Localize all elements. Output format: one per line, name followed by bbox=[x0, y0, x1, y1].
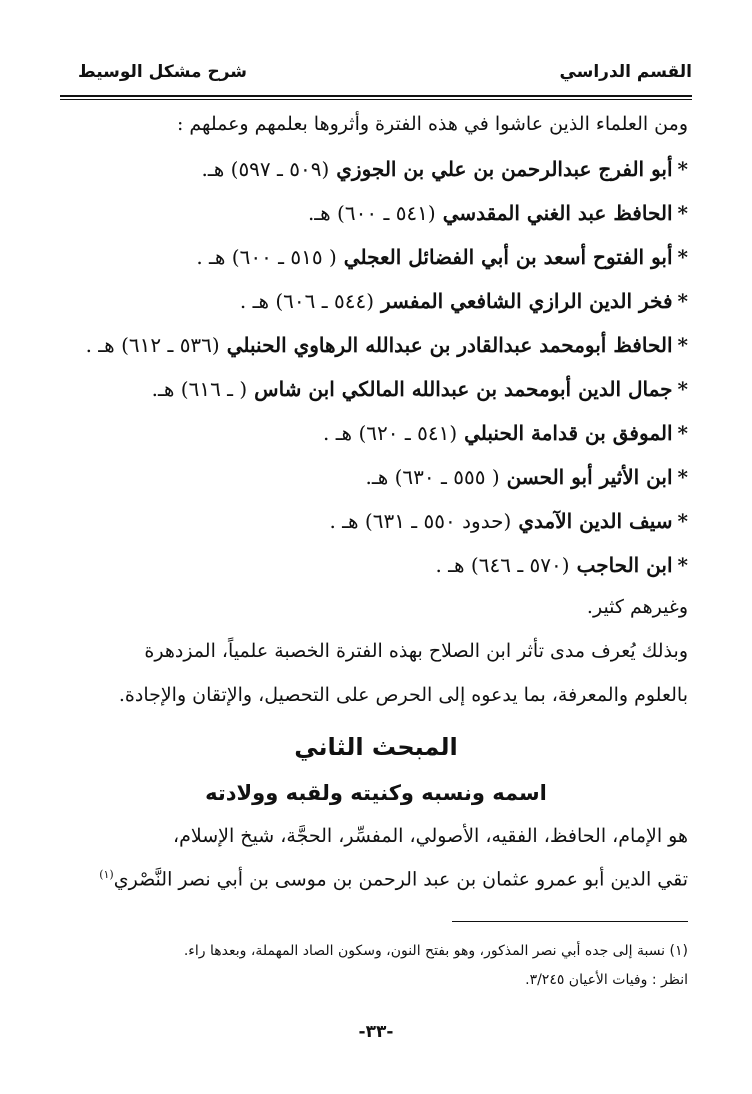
scholar-name: الموفق بن قدامة الحنبلي bbox=[464, 421, 673, 445]
footnote-reference: (١) bbox=[99, 868, 114, 881]
scholar-years: (٥٤١ ـ ٦٢٠) هـ . bbox=[322, 421, 458, 445]
scholar-item bbox=[60, 377, 688, 401]
scholar-years: (حدود ٥٥٠ ـ ٦٣١) هـ . bbox=[329, 509, 512, 533]
bullet-star: * bbox=[677, 333, 688, 357]
bullet-star: * bbox=[677, 421, 688, 445]
paragraph-2-line-1: هو الإمام، الحافظ، الفقيه، الأصولي، المفسِّر، الحجَّة، شيخ الإسلام، bbox=[173, 825, 688, 847]
scholar-years: (٥٤٤ ـ ٦٠٦) هـ . bbox=[239, 289, 375, 313]
bullet-star: * bbox=[677, 157, 688, 181]
page-number: -٣٣- bbox=[358, 1022, 394, 1042]
scholar-name: الحافظ عبد الغني المقدسي bbox=[442, 201, 673, 225]
scholar-name: سيف الدين الآمدي bbox=[518, 509, 673, 533]
scholar-item bbox=[60, 421, 688, 445]
scholar-item bbox=[60, 509, 688, 533]
others-text: وغيرهم كثير. bbox=[586, 596, 688, 618]
intro-text: ومن العلماء الذين عاشوا في هذه الفترة وأثروها بعلمهم وعملهم : bbox=[176, 113, 688, 135]
bullet-star: * bbox=[677, 553, 688, 577]
paragraph-2-line-2 bbox=[60, 868, 688, 890]
section-subtitle: اسمه ونسبه وكنيته ولقبه وولادته bbox=[205, 781, 547, 805]
header-book-title: شرح مشكل الوسيط bbox=[78, 62, 247, 82]
scholar-years: (٥٤١ ـ ٦٠٠) هـ. bbox=[307, 201, 436, 225]
paragraph-1-line-2: بالعلوم والمعرفة، بما يدعوه إلى الحرص على التحصيل، والإتقان والإجادة. bbox=[118, 684, 688, 706]
scholar-name: جمال الدين أبومحمد بن عبدالله المالكي ابن شاس bbox=[254, 377, 673, 401]
scholar-name: ابن الحاجب bbox=[576, 553, 673, 577]
scholar-name: أبو الفتوح أسعد بن أبي الفضائل العجلي bbox=[343, 245, 673, 269]
bullet-star: * bbox=[677, 245, 688, 269]
scholar-name: ابن الأثير أبو الحسن bbox=[506, 465, 673, 489]
header-rule-thin bbox=[60, 99, 692, 100]
scholar-item bbox=[60, 157, 688, 181]
scholar-item bbox=[60, 245, 688, 269]
scholar-years: (٥٧٠ ـ ٦٤٦) هـ . bbox=[435, 553, 570, 577]
scholar-years: ( ٥٥٥ ـ ٦٣٠) هـ. bbox=[365, 465, 500, 489]
footnote-line-2: انظر : وفيات الأعيان ٣/٢٤٥. bbox=[525, 972, 688, 988]
scholar-years: ( ٥١٥ ـ ٦٠٠) هـ . bbox=[196, 245, 337, 269]
header-rule bbox=[60, 95, 692, 97]
bullet-star: * bbox=[677, 201, 688, 225]
paragraph-2-line-2-text: تقي الدين أبو عمرو عثمان بن عبد الرحمن بن موسى بن أبي نصر النَّصْري bbox=[113, 868, 688, 891]
bullet-star: * bbox=[677, 377, 688, 401]
scholar-item bbox=[60, 465, 688, 489]
bullet-star: * bbox=[677, 465, 688, 489]
section-title: المبحث الثاني bbox=[294, 733, 458, 761]
scholar-item bbox=[60, 201, 688, 225]
bullet-star: * bbox=[677, 289, 688, 313]
scholar-item bbox=[60, 333, 688, 357]
scholar-item bbox=[60, 289, 688, 313]
footnote-line-1: (١) نسبة إلى جده أبي نصر المذكور، وهو بفتح النون، وسكون الصاد المهملة، وبعدها راء. bbox=[183, 943, 688, 959]
scholar-name: فخر الدين الرازي الشافعي المفسر bbox=[381, 289, 673, 313]
bullet-star: * bbox=[677, 509, 688, 533]
scholar-name: الحافظ أبومحمد عبدالقادر بن عبدالله الرهاوي الحنبلي bbox=[226, 333, 673, 357]
header-section-title: القسم الدراسي bbox=[559, 62, 692, 82]
scholar-years: ( ـ ٦١٦) هـ. bbox=[151, 377, 248, 401]
paragraph-1-line-1: وبذلك يُعرف مدى تأثر ابن الصلاح بهذه الفترة الخصبة علمياً، المزدهرة bbox=[144, 640, 688, 662]
scholar-item bbox=[60, 553, 688, 577]
scholar-years: (٥٠٩ ـ ٥٩٧) هـ. bbox=[201, 157, 330, 181]
scholar-name: أبو الفرج عبدالرحمن بن علي بن الجوزي bbox=[336, 157, 673, 181]
scholar-years: (٥٣٦ ـ ٦١٢) هـ . bbox=[85, 333, 220, 357]
footnote-rule bbox=[452, 921, 688, 922]
